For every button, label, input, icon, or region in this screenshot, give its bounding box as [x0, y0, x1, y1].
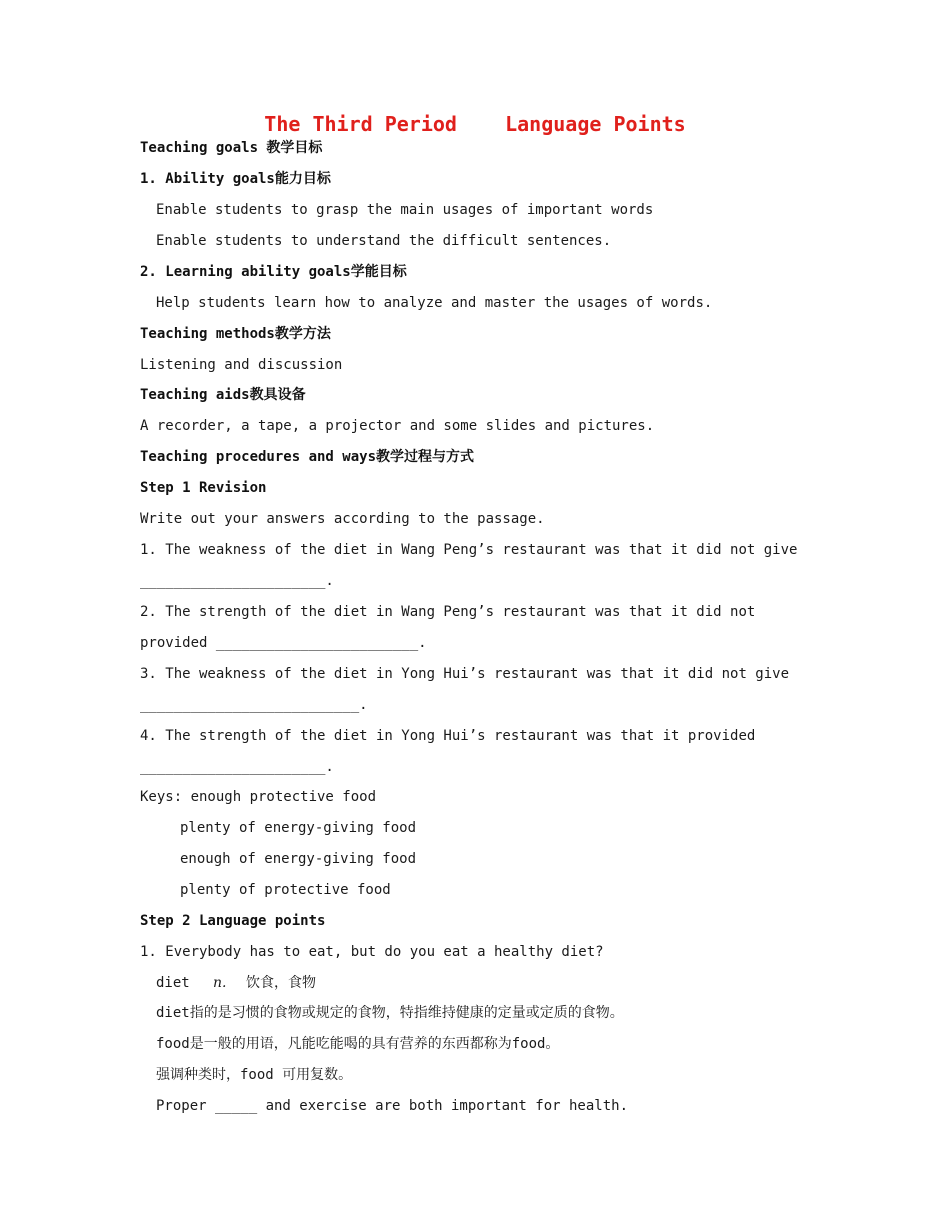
vocab-entry-meaning: 饮食，食物 [246, 975, 316, 991]
vocab-note-3: 强调种类时，food 可用复数。 [156, 1067, 353, 1083]
keys-line-1: Keys: enough protective food [140, 789, 377, 805]
teaching-methods-heading: Teaching methods教学方法 [140, 326, 331, 342]
step2-heading: Step 2 Language points [140, 913, 326, 929]
step1-intro: Write out your answers according to the passage. [140, 511, 545, 527]
teaching-methods-text: Listening and discussion [140, 357, 343, 373]
teaching-aids-heading: Teaching aids教具设备 [140, 387, 306, 403]
step1-heading: Step 1 Revision [140, 480, 267, 496]
question-4-line-1: 4. The strength of the diet in Yong Hui’s restaurant was that it provided [140, 728, 756, 744]
teaching-aids-text: A recorder, a tape, a projector and some slides and pictures. [140, 418, 655, 434]
ability-goal-1: Enable students to grasp the main usages of important words [156, 202, 654, 218]
language-point-1: 1. Everybody has to eat, but do you eat a healthy diet? [140, 944, 604, 960]
vocab-example: Proper _____ and exercise are both important for health. [156, 1098, 629, 1114]
question-4-blank: ______________________. [140, 759, 334, 775]
page-title: The Third Period Language Points [264, 112, 686, 136]
keys-line-3: enough of energy-giving food [180, 851, 417, 867]
question-2-line-1: 2. The strength of the diet in Wang Peng’s restaurant was that it did not [140, 604, 756, 620]
question-2-line-2: provided ________________________. [140, 635, 427, 651]
teaching-goals-heading: Teaching goals 教学目标 [140, 140, 323, 156]
learning-goals-heading: 2. Learning ability goals学能目标 [140, 264, 407, 280]
vocab-entry-pos: n. [213, 975, 227, 991]
question-3-line-1: 3. The weakness of the diet in Yong Hui’s restaurant was that it did not give [140, 666, 790, 682]
teaching-procedures-heading: Teaching procedures and ways教学过程与方式 [140, 449, 475, 465]
question-3-blank: __________________________. [140, 697, 368, 713]
ability-goals-heading: 1. Ability goals能力目标 [140, 171, 331, 187]
question-1-blank: ______________________. [140, 573, 334, 589]
keys-line-4: plenty of protective food [180, 882, 391, 898]
learning-goal-1: Help students learn how to analyze and master the usages of words. [156, 295, 713, 311]
ability-goal-2: Enable students to understand the difficult sentences. [156, 233, 612, 249]
vocab-note-2: food是一般的用语，凡能吃能喝的具有营养的东西都称为food。 [156, 1036, 560, 1052]
vocab-note-1: diet指的是习惯的食物或规定的食物，特指维持健康的定量或定质的食物。 [156, 1005, 624, 1021]
vocab-entry-word: diet [156, 975, 190, 991]
keys-line-2: plenty of energy-giving food [180, 820, 417, 836]
question-1-line-1: 1. The weakness of the diet in Wang Peng’s restaurant was that it did not give [140, 542, 798, 558]
